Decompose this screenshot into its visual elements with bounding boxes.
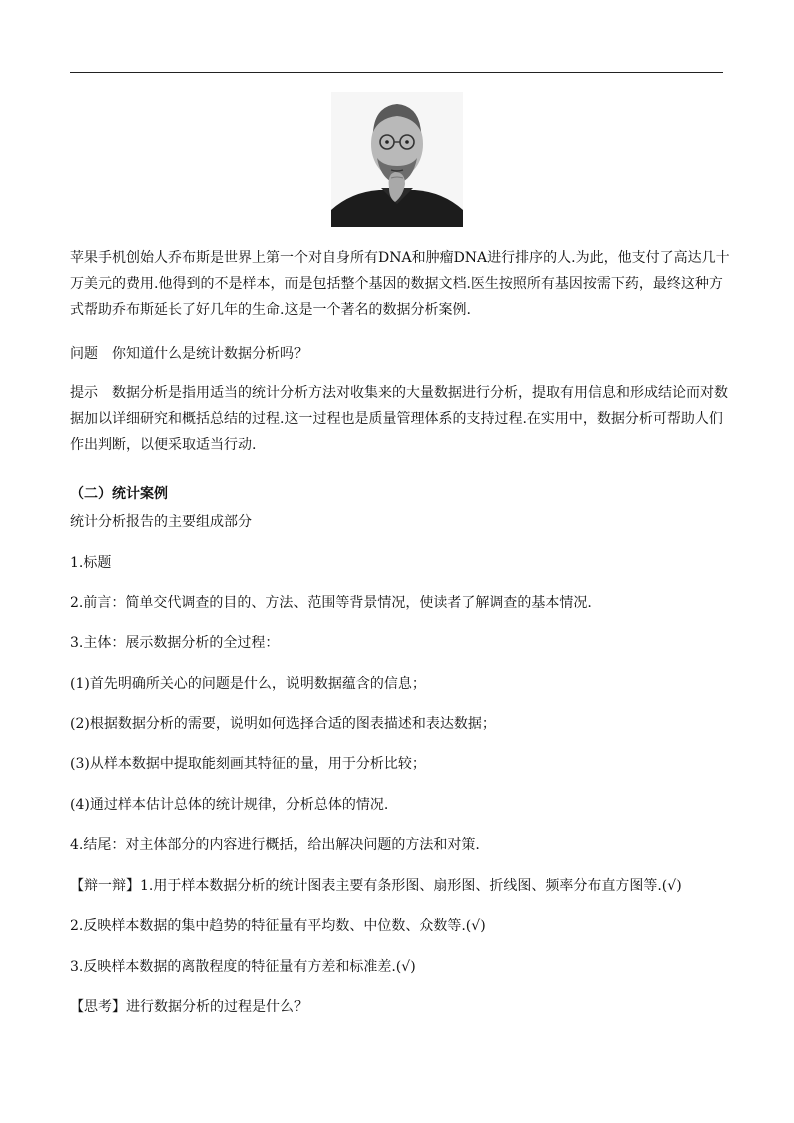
hint-paragraph [70,380,730,458]
report-item: (4)通过样本估计总体的统计规律，分析总体的情况. [70,797,389,813]
discuss-line [70,873,730,899]
think-text: 进行数据分析的过程是什么？ [126,999,308,1015]
discuss-label: 【辩一辩】 [70,878,140,894]
hint-label: 提示 [70,385,98,401]
report-item: 1.标题 [70,555,112,571]
report-item: (3)从样本数据中提取能刻画其特征的量，用于分析比较； [70,756,426,772]
report-item: 2.前言：简单交代调查的目的、方法、范围等背景情况，使读者了解调查的基本情况. [70,595,592,611]
discuss-item: 2.反映样本数据的集中趋势的特征量有平均数、中位数、众数等.(√) [70,918,486,934]
report-item: (1)首先明确所关心的问题是什么，说明数据蕴含的信息； [70,676,426,692]
intro-paragraph: 苹果手机创始人乔布斯是世界上第一个对自身所有DNA和肿瘤DNA进行排序的人.为此，他支付了高达几十万美元的费用.他得到的不是样本，而是包括整个基因的数据文档.医生按照所有基因按需下药，最终这种方式帮助乔布斯延长了好几年的生命.这是一个著名的数据分析案例. [70,250,730,318]
report-item: (2)根据数据分析的需要，说明如何选择合适的图表描述和表达数据； [70,716,496,732]
section-heading: （二）统计案例 [70,486,168,502]
section-subtitle: 统计分析报告的主要组成部分 [70,514,252,530]
question-line [70,341,730,367]
think-line [70,994,730,1020]
question-label: 问题 [70,346,98,362]
report-item: 3.主体：展示数据分析的全过程： [70,635,280,651]
header-rule [70,72,723,73]
discuss-item: 1.用于样本数据分析的统计图表主要有条形图、扇形图、折线图、频率分布直方图等.(√) [140,878,682,894]
discuss-item: 3.反映样本数据的离散程度的特征量有方差和标准差.(√) [70,959,416,975]
portrait-photo [331,92,463,227]
question-text: 你知道什么是统计数据分析吗？ [112,346,308,362]
think-label: 【思考】 [70,999,126,1015]
report-item: 4.结尾：对主体部分的内容进行概括，给出解决问题的方法和对策. [70,837,480,853]
hint-text: 数据分析是指用适当的统计分析方法对收集来的大量数据进行分析，提取有用信息和形成结论而对数据加以详细研究和概括总结的过程.这一过程也是质量管理体系的支持过程.在实用中，数据分析可帮助人们作出判断，以便采取适当行动. [70,385,728,453]
